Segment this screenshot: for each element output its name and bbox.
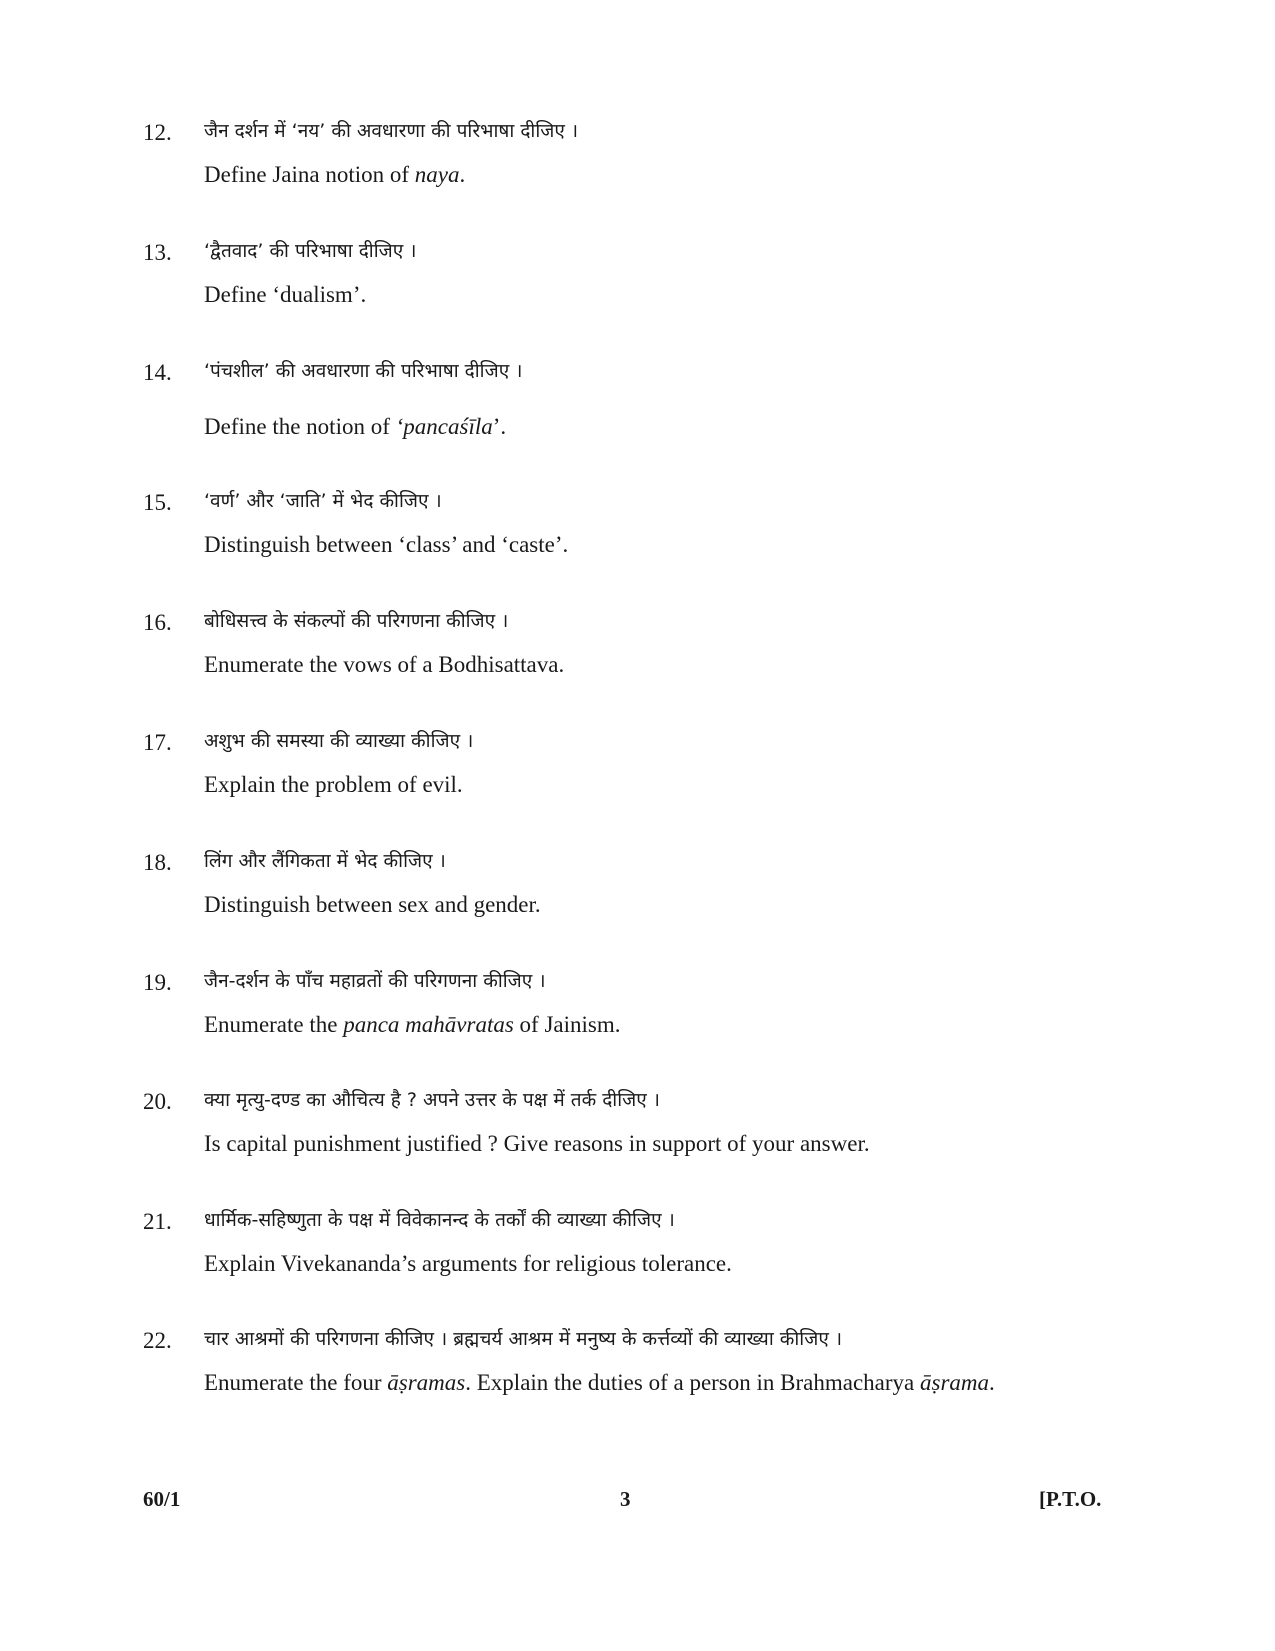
question-hindi: ‘पंचशील’ की अवधारणा की परिभाषा दीजिए । [204,360,523,382]
question-hindi: धार्मिक-सहिष्णुता के पक्ष में विवेकानन्द के तर्कों की व्याख्या कीजिए । [204,1209,675,1231]
question-hindi: लिंग और लैंगिकता में भेद कीजिए । [204,850,446,872]
question-number: 21. [143,1209,172,1234]
question-english [204,1010,621,1040]
italic-term: āṣramas [387,1370,466,1395]
question-number: 20. [143,1089,172,1114]
text-part: Enumerate the four [204,1370,388,1395]
question-hindi: अशुभ की समस्या की व्याख्या कीजिए । [204,730,474,752]
question-number: 13. [143,240,172,265]
text-part: Define the notion of [204,414,396,439]
question-number: 19. [143,970,172,995]
question-hindi: ‘द्वैतवाद’ की परिभाषा दीजिए । [204,240,417,262]
question-number: 18. [143,850,172,875]
question-english: Distinguish between ‘class’ and ‘caste’. [204,532,569,557]
text-part: . [989,1370,995,1395]
please-turn-over: [P.T.O. [1039,1487,1102,1511]
text-part: Define Jaina notion of [204,162,415,187]
question-hindi: क्या मृत्यु-दण्ड का औचित्य है ? अपने उत्तर के पक्ष में तर्क दीजिए । [204,1089,660,1111]
question-english: Enumerate the vows of a Bodhisattava. [204,652,565,677]
question-english [204,412,506,442]
question-hindi: जैन-दर्शन के पाँच महाव्रतों की परिगणना कीजिए । [204,970,546,992]
italic-term: naya [414,162,460,187]
italic-term: ‘pancaśīla [395,414,493,439]
question-number: 12. [143,120,172,145]
question-english [204,160,465,190]
paper-code: 60/1 [143,1487,181,1511]
text-part: . [459,162,466,187]
question-number: 16. [143,610,172,635]
question-number: 15. [143,490,172,515]
question-hindi: चार आश्रमों की परिगणना कीजिए । ब्रह्मचर्य आश्रम में मनुष्य के कर्त्तव्यों की व्याख्या कीजिए । [204,1328,843,1350]
question-english: Define ‘dualism’. [204,282,367,307]
question-number: 14. [143,360,172,385]
question-english: Is capital punishment justified ? Give reasons in support of your answer. [204,1131,870,1156]
question-hindi: ‘वर्ण’ और ‘जाति’ में भेद कीजिए । [204,490,442,512]
question-english: Explain the problem of evil. [204,772,463,797]
question-number: 17. [143,730,172,755]
text-part: Enumerate the [204,1012,344,1037]
question-hindi: बोधिसत्त्व के संकल्पों की परिगणना कीजिए । [204,610,509,632]
question-english [204,1368,995,1398]
question-number: 22. [143,1328,172,1353]
text-part: of Jainism. [513,1012,621,1037]
page-number: 3 [620,1487,631,1511]
text-part: . Explain the duties of a person in Brahmacharya [465,1370,920,1395]
question-hindi: जैन दर्शन में ‘नय’ की अवधारणा की परिभाषा दीजिए । [204,120,579,142]
text-part: ’. [492,414,507,439]
italic-term: āṣrama [920,1370,990,1395]
question-english: Distinguish between sex and gender. [204,892,541,917]
italic-term: panca mahāvratas [343,1012,514,1037]
question-english: Explain Vivekananda’s arguments for religious tolerance. [204,1251,732,1276]
